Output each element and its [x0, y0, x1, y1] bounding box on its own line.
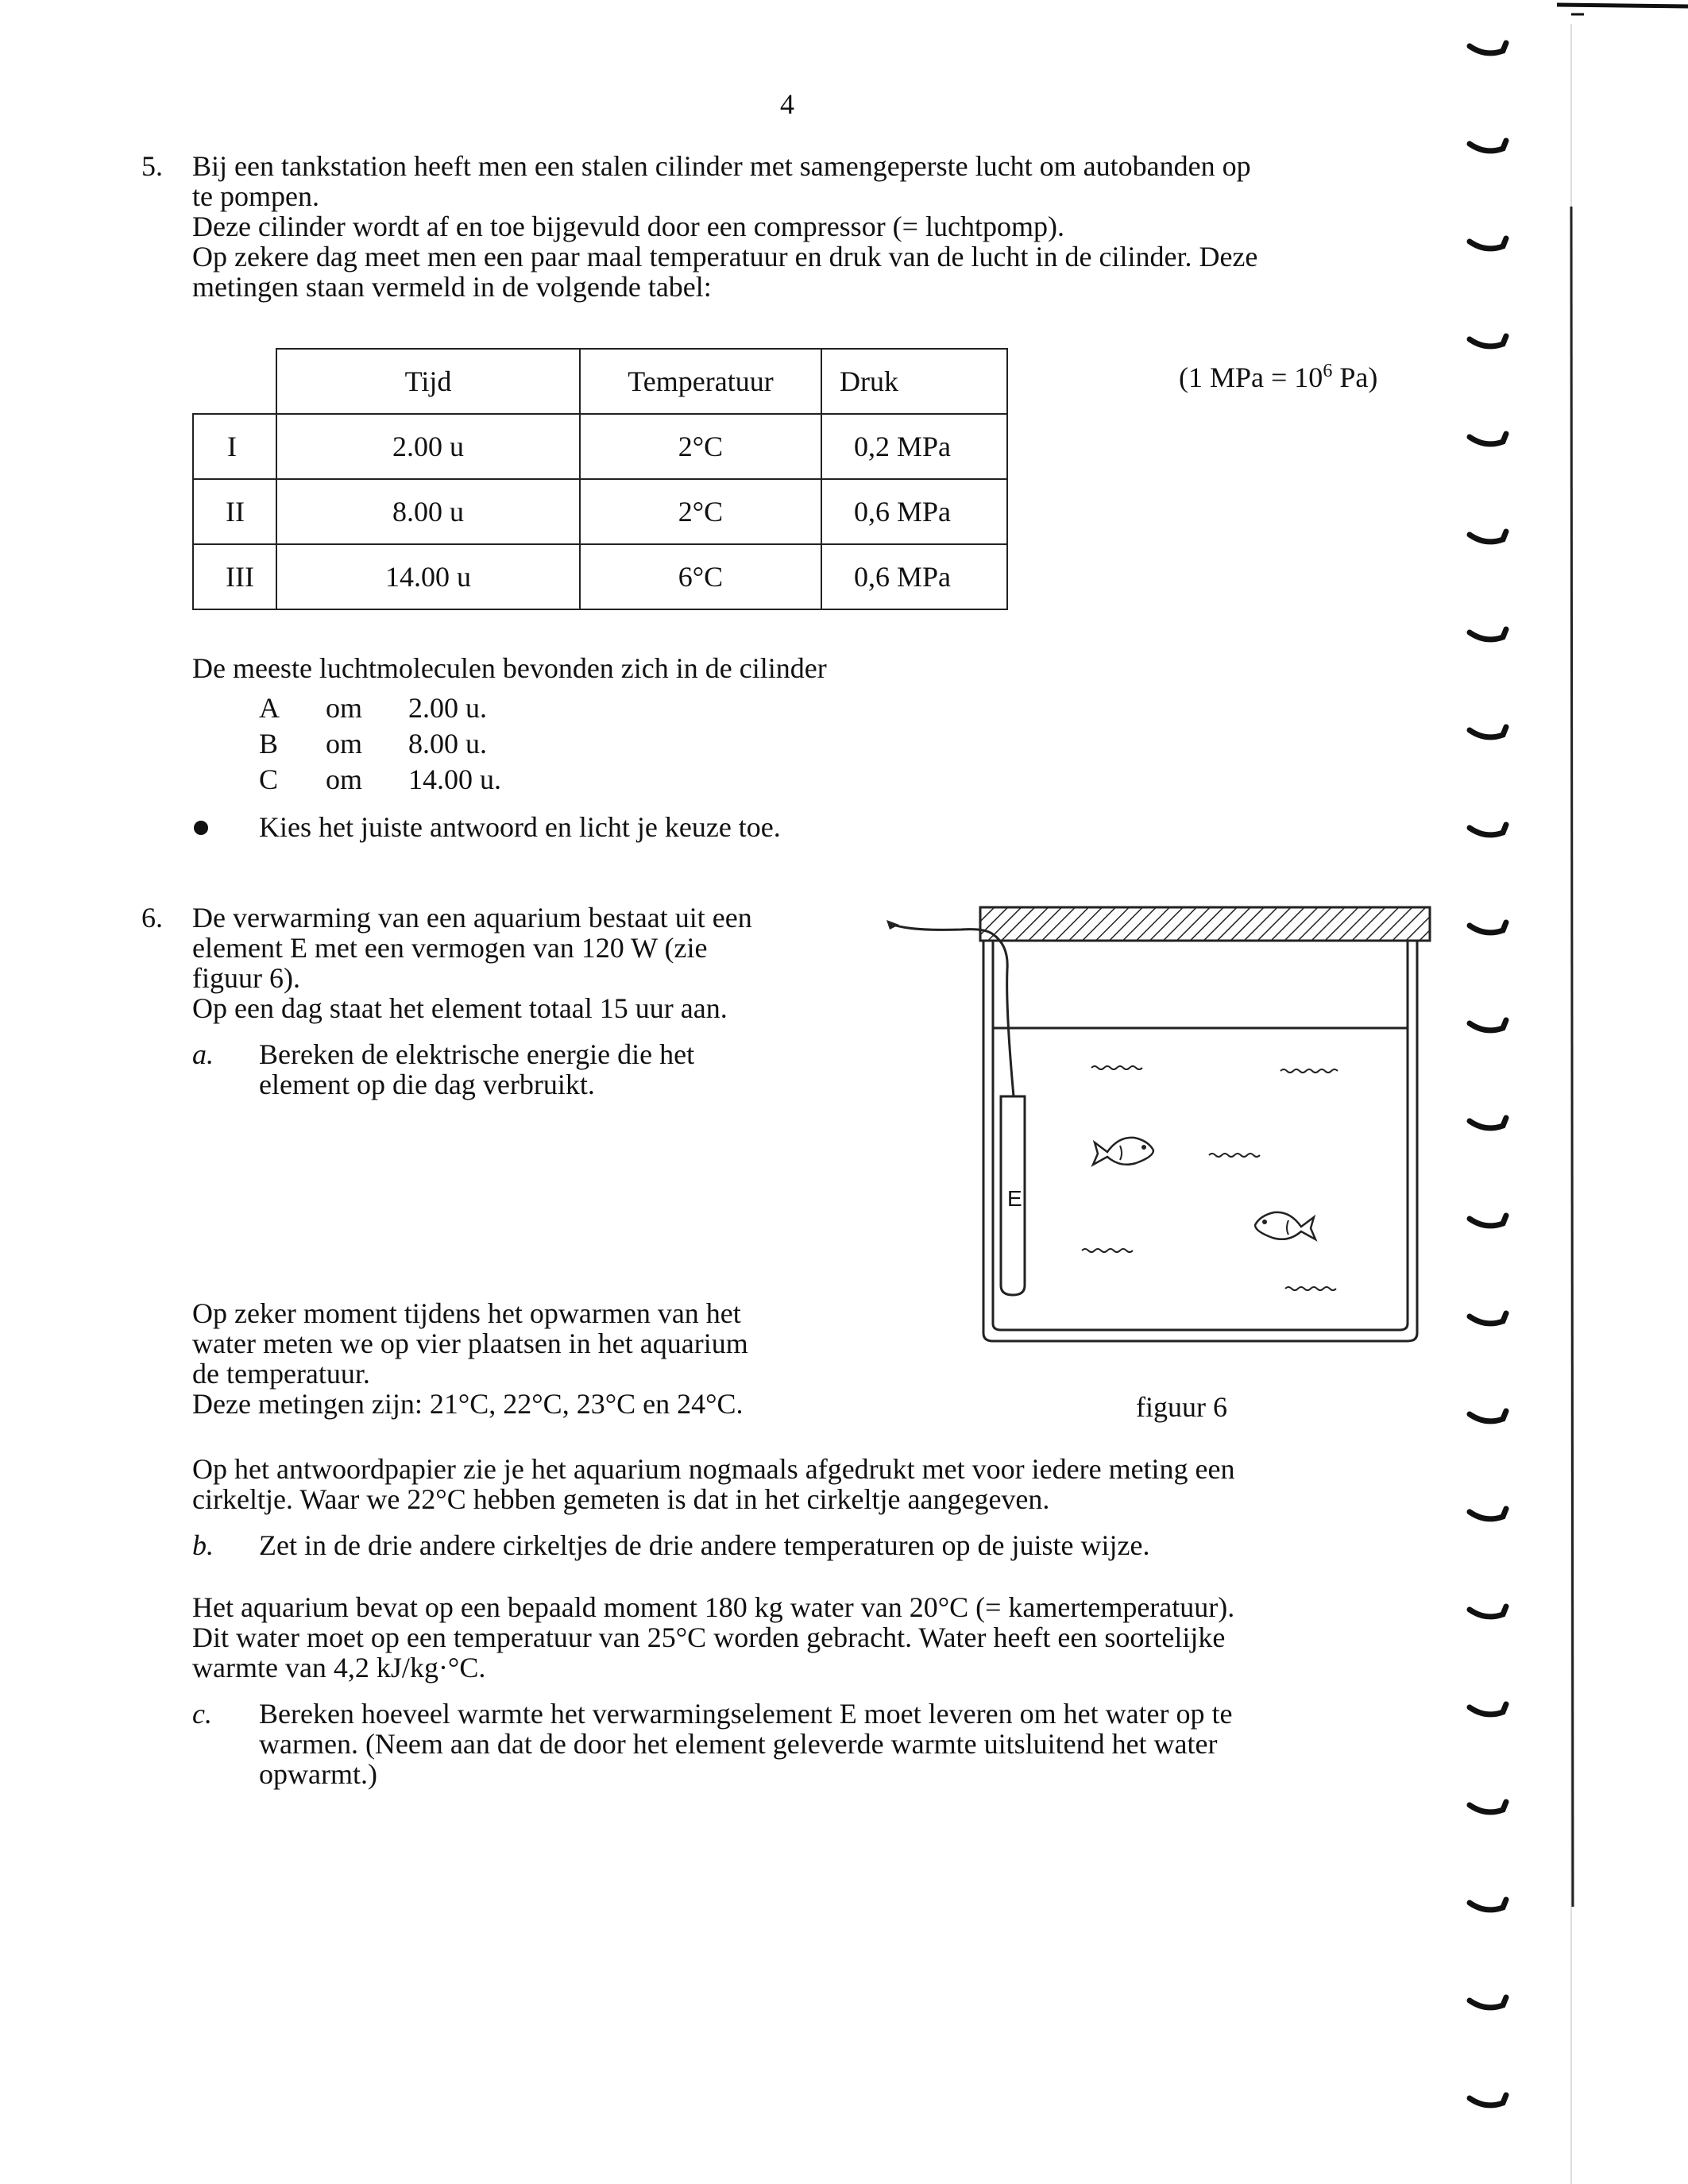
- q5-question: De meeste luchtmoleculen bevonden zich in de cilinder: [192, 652, 827, 684]
- option-letter: A: [259, 692, 280, 724]
- table-header-druk: Druk: [821, 349, 1007, 414]
- table-corner-cell: [193, 349, 276, 414]
- cell-tijd: 2.00 u: [276, 414, 580, 479]
- q6a-line: element op die dag verbruikt.: [259, 1069, 595, 1100]
- aquarium-figure: [882, 898, 1438, 1359]
- q6-mid-line: water meten we op vier plaatsen in het aquarium: [192, 1328, 748, 1359]
- cell-druk: 0,6 MPa: [821, 544, 1007, 609]
- q5-intro-line: Deze cilinder wordt af en toe bijgevuld door een compressor (= luchtpomp).: [192, 211, 1064, 242]
- bullet-icon: [194, 821, 208, 835]
- measurement-table: [192, 348, 1008, 610]
- option-word: om: [326, 763, 363, 795]
- option-letter: B: [259, 728, 279, 760]
- q6-intro-line: De verwarming van een aquarium bestaat uit een: [192, 902, 752, 934]
- q6-number: 6.: [141, 902, 163, 934]
- fish-icon: [1093, 1138, 1153, 1165]
- fish-icon: [1255, 1212, 1315, 1239]
- q6-measurements-text: [192, 1298, 748, 1419]
- cable-plug-icon: [886, 920, 899, 930]
- binding-notch: [1470, 238, 1506, 249]
- q6-water-line: warmte van 4,2 kJ/kg·°C.: [192, 1652, 486, 1683]
- option-time: 8.00 u.: [408, 728, 487, 760]
- binding-notch: [1470, 43, 1506, 53]
- q6-water-line: Het aquarium bevat op een bepaald moment 180 kg water van 20°C (= kamertemperatuur).: [192, 1591, 1235, 1623]
- heater-element-label: E: [1007, 1186, 1022, 1211]
- option-word: om: [326, 692, 363, 724]
- aquarium-lid: [980, 907, 1430, 941]
- cell-druk: 0,6 MPa: [821, 479, 1007, 544]
- binding-notch: [1470, 1509, 1506, 1519]
- q6-mid-line: Deze metingen zijn: 21°C, 22°C, 23°C en 24°C.: [192, 1388, 744, 1420]
- binding-notch: [1470, 1802, 1506, 1812]
- q5-intro-line: Bij een tankstation heeft men een stalen cilinder met samengeperste lucht om autobanden op: [192, 150, 1251, 182]
- binding-notch: [1470, 1997, 1506, 2008]
- q6-water-line: Dit water moet op een temperatuur van 25°C worden gebracht. Water heeft een soortelijke: [192, 1622, 1226, 1653]
- binding-notch: [1470, 629, 1506, 640]
- q6c-line: warmen. (Neem aan dat de door het element geleverde warmte uitsluitend het water: [259, 1728, 1218, 1760]
- binding-notch: [1470, 2095, 1506, 2105]
- table-header-row: [193, 349, 1007, 414]
- table-header-temperatuur: Temperatuur: [580, 349, 821, 414]
- unit-note: [1179, 362, 1377, 392]
- binding-notch: [1470, 1118, 1506, 1128]
- option-time: 14.00 u.: [408, 763, 501, 795]
- row-label: II: [193, 479, 276, 544]
- water-ripple: [1285, 1287, 1336, 1290]
- water-ripple: [1091, 1066, 1142, 1069]
- binding-notch: [1470, 434, 1506, 444]
- cell-tijd: 14.00 u: [276, 544, 580, 609]
- cell-temp: 2°C: [580, 414, 821, 479]
- figure-caption: figuur 6: [1136, 1391, 1227, 1423]
- q5-intro-line: Op zekere dag meet men een paar maal temperatuur en druk van de lucht in de cilinder. Deze: [192, 241, 1258, 273]
- q6b-text: Zet in de drie andere cirkeltjes de drie andere temperaturen op de juiste wijze.: [259, 1529, 1150, 1561]
- binding-notch: [1470, 532, 1506, 542]
- binding-notch: [1470, 1020, 1506, 1030]
- binding-notch: [1470, 1216, 1506, 1226]
- q6c-text: [259, 1699, 1233, 1789]
- q5-intro-line: te pompen.: [192, 180, 319, 212]
- q6c-line: opwarmt.): [259, 1758, 377, 1790]
- cell-tijd: 8.00 u: [276, 479, 580, 544]
- page-edge-dark: [1571, 207, 1573, 1907]
- q6c-line: Bereken hoeveel warmte het verwarmingselement E moet leveren om het water op te: [259, 1698, 1233, 1730]
- q6a-label: a.: [192, 1038, 214, 1070]
- option-letter: C: [259, 763, 279, 795]
- table-row: [193, 414, 1007, 479]
- q6-intro-line: element E met een vermogen van 120 W (zie: [192, 932, 708, 964]
- page-number: 4: [780, 88, 794, 120]
- cell-temp: 6°C: [580, 544, 821, 609]
- q6b-label: b.: [192, 1529, 214, 1561]
- table-row: [193, 544, 1007, 609]
- binding-notch: [1470, 141, 1506, 151]
- binding-notch: [1470, 336, 1506, 346]
- row-label: III: [193, 544, 276, 609]
- q5-intro: [192, 151, 1400, 302]
- binding-notch: [1470, 1704, 1506, 1714]
- option-word: om: [326, 728, 363, 760]
- q6a-line: Bereken de elektrische energie die het: [259, 1038, 695, 1070]
- q6-answer-line: cirkeltje. Waar we 22°C hebben gemeten is dat in het cirkeltje aangegeven.: [192, 1483, 1050, 1515]
- option-time: 2.00 u.: [408, 692, 487, 724]
- q6-mid-line: de temperatuur.: [192, 1358, 370, 1390]
- q6-answer-line: Op het antwoordpapier zie je het aquarium nogmaals afgedrukt met voor iedere meting een: [192, 1453, 1235, 1485]
- binding-notch: [1470, 1313, 1506, 1324]
- top-edge-line: [1557, 5, 1688, 6]
- unit-note-prefix: (1 MPa = 10: [1179, 361, 1323, 393]
- binding-notches: [1470, 43, 1506, 2105]
- cell-temp: 2°C: [580, 479, 821, 544]
- unit-note-exponent: 6: [1323, 361, 1333, 381]
- tank-outer-wall: [983, 941, 1417, 1341]
- q6-mid-line: Op zeker moment tijdens het opwarmen van het: [192, 1297, 741, 1329]
- binding-notch: [1470, 825, 1506, 835]
- option-c: [259, 764, 501, 794]
- binding-notch: [1470, 1411, 1506, 1421]
- table-header-tijd: Tijd: [276, 349, 580, 414]
- unit-note-suffix: Pa): [1332, 361, 1378, 393]
- q5-options: [259, 693, 501, 794]
- q6-intro: [192, 903, 752, 1023]
- q6-water-text: [192, 1592, 1234, 1683]
- tank-inner-wall: [993, 941, 1408, 1330]
- q6-answer-sheet-text: [192, 1454, 1235, 1514]
- binding-notch: [1470, 727, 1506, 737]
- cell-druk: 0,2 MPa: [821, 414, 1007, 479]
- binding-notch: [1470, 1900, 1506, 1910]
- q6a-text: [259, 1039, 694, 1100]
- q6-intro-line: Op een dag staat het element totaal 15 uur aan.: [192, 992, 728, 1024]
- q6c-label: c.: [192, 1698, 212, 1730]
- option-a: [259, 693, 501, 723]
- water-ripple: [1280, 1069, 1338, 1073]
- q5-instruction: Kies het juiste antwoord en licht je keuze toe.: [259, 811, 781, 843]
- option-b: [259, 729, 501, 759]
- row-label: I: [193, 414, 276, 479]
- binding-notch: [1470, 1606, 1506, 1617]
- binding-notch: [1470, 922, 1506, 933]
- q6-intro-line: figuur 6).: [192, 962, 300, 994]
- water-ripple: [1082, 1249, 1133, 1252]
- table-row: [193, 479, 1007, 544]
- heater-cable: [893, 925, 1014, 1096]
- water-ripple: [1209, 1154, 1260, 1157]
- q5-intro-line: metingen staan vermeld in de volgende tabel:: [192, 271, 712, 303]
- q5-number: 5.: [141, 150, 163, 182]
- binding-margin: [1454, 0, 1688, 2184]
